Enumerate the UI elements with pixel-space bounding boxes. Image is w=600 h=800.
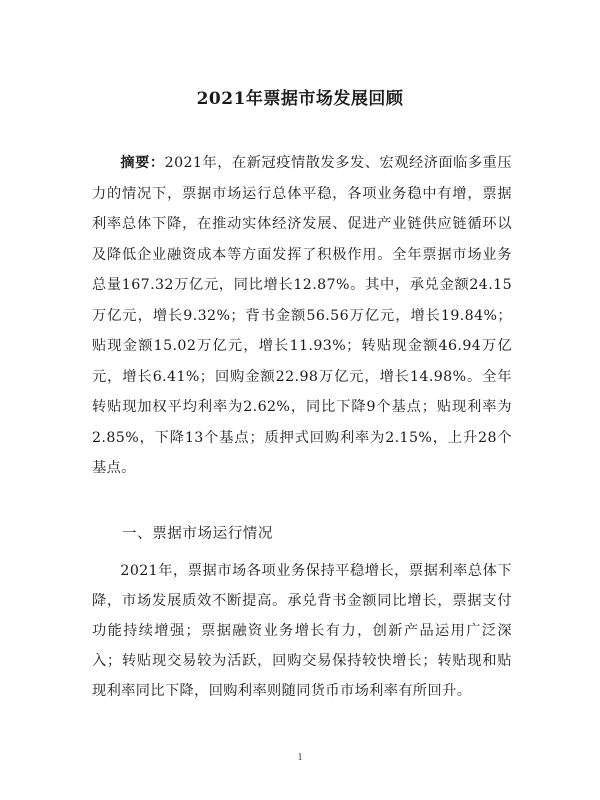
- section-paragraph: 2021年，票据市场各项业务保持平稳增长，票据利率总体下降，市场发展质效不断提高。承兑背书金额同比增长，票据支付功能持续增强；票据融资业务增长有力，创新产品运用广泛深入；转贴现交易较为活跃，回购交易保持较快增长；转贴现和贴现利率同比下降，回购利率则随同货币市场利率有所回升。: [92, 563, 512, 699]
- page-number: 1: [297, 752, 303, 763]
- abstract-paragraph: [92, 148, 512, 484]
- section-heading: 一、票据市场运行情况: [122, 526, 273, 542]
- abstract-text: 2021年，在新冠疫情散发多发、宏观经济面临多重压力的情况下，票据市场运行总体平稳，各项业务稳中有增，票据利率总体下降，在推动实体经济发展、促进产业链供应链循环以及降低企业融资成本等方面发挥了积极作用。全年票据市场业务总量167.32万亿元，同比增长12.87%。其中，承兑金额24.15万亿元，增长9.32%；背书金额56.56万亿元，增长19.84%；贴现金额15.02万亿元，增长11.93%；转贴现金额46.94万亿元，增长6.41%；回购金额22.98万亿元，增长14.98%。全年转贴现加权平均利率为2.62%，同比下降9个基点；贴现利率为2.85%，下降13个基点；质押式回购利率为2.15%，上升28个基点。: [92, 155, 513, 476]
- abstract-lead: 摘要：: [120, 155, 165, 171]
- document-title: 2021年票据市场发展回顾: [196, 89, 404, 109]
